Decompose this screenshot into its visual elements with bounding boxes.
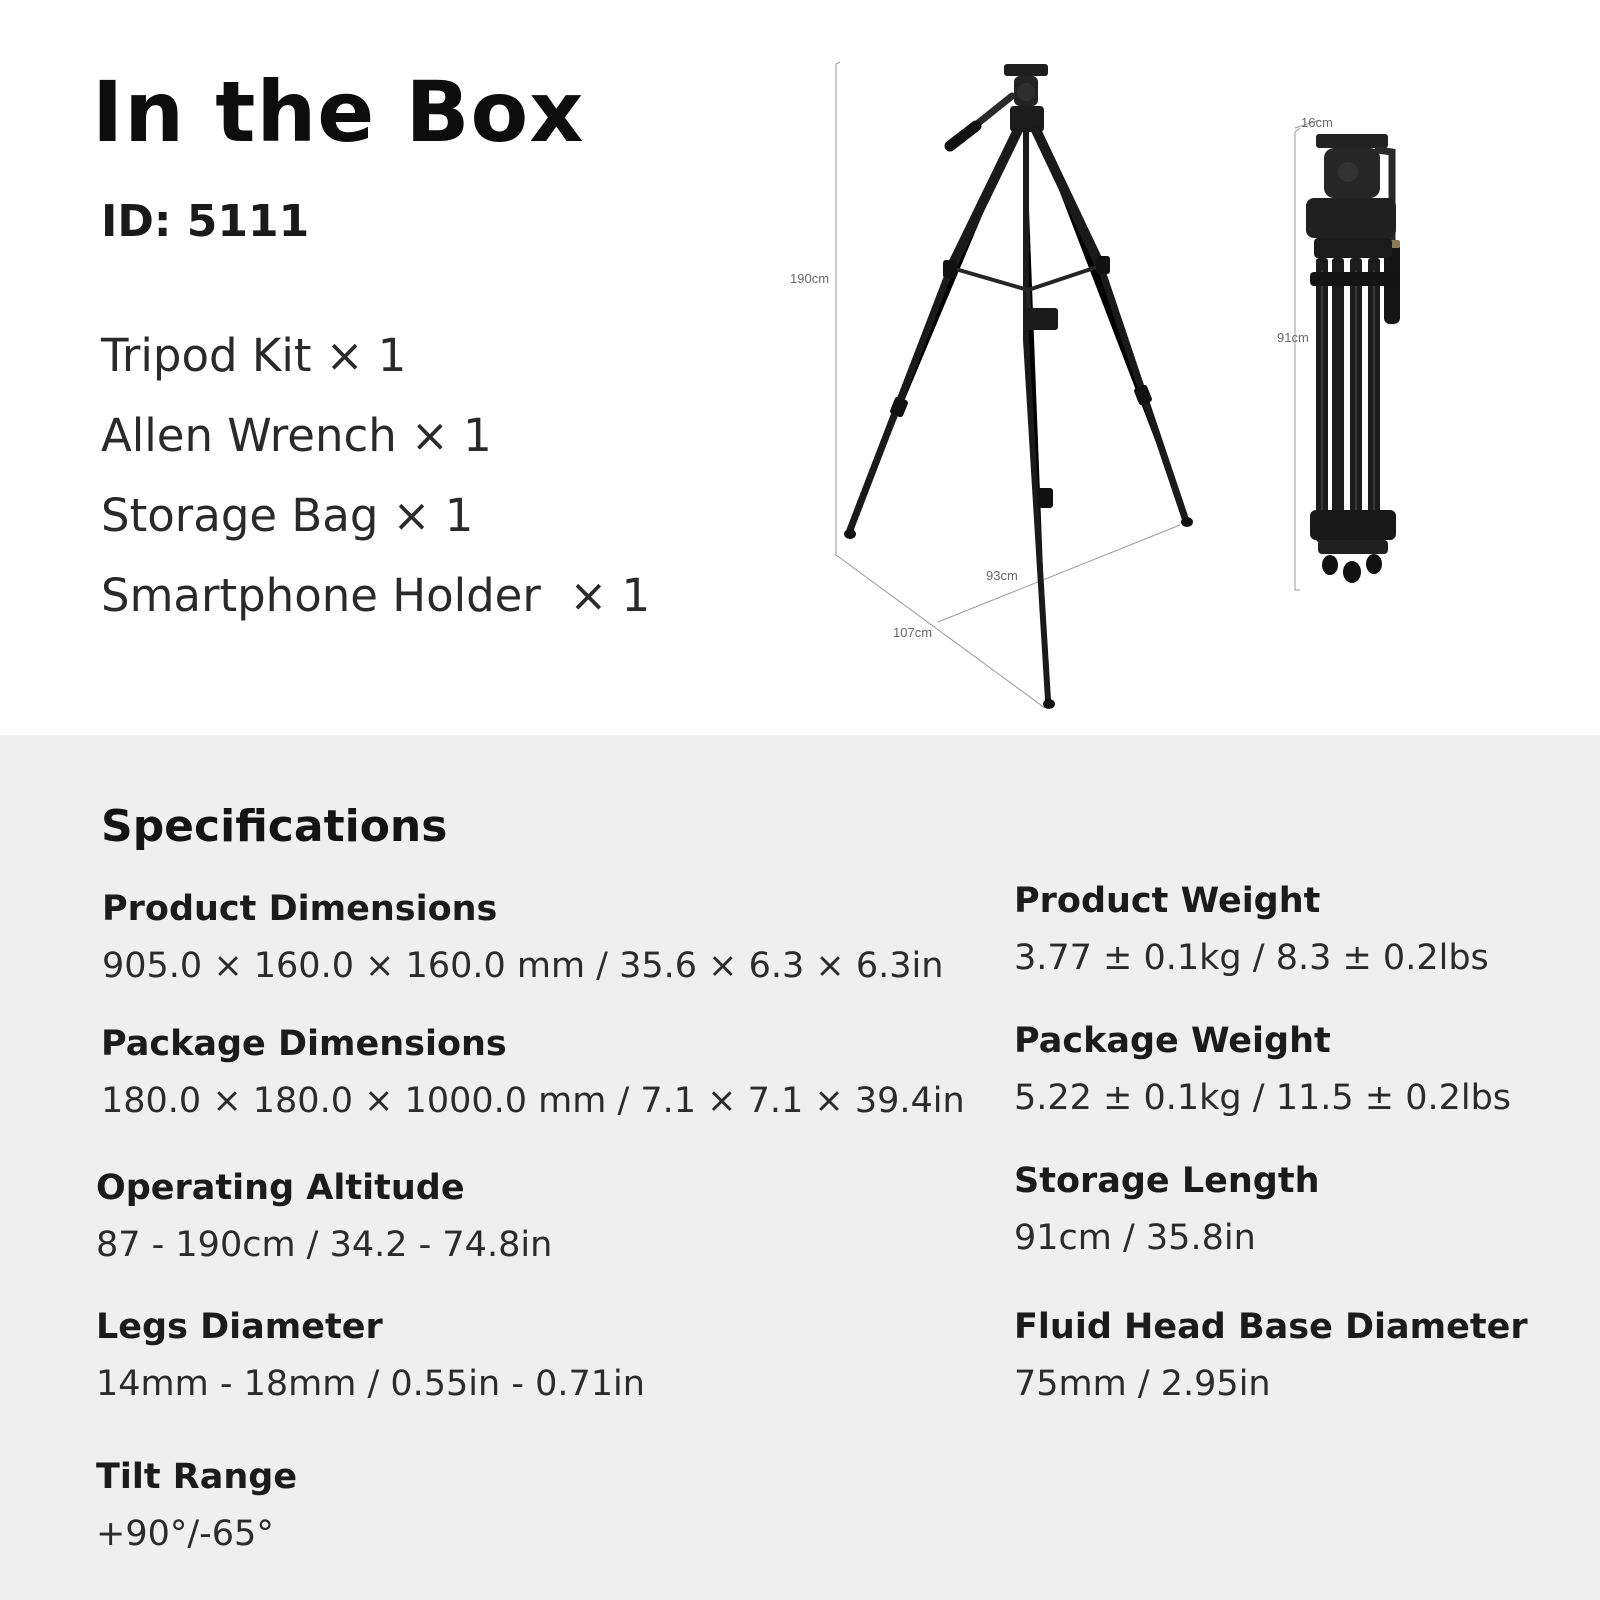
tripod-unfolded-icon	[844, 64, 1193, 709]
dimension-folded-length-label: 91cm	[1277, 330, 1309, 345]
list-item: Storage Bag × 1	[101, 489, 474, 542]
spec-operating-altitude	[96, 1168, 553, 1265]
spec-label: Operating Altitude	[96, 1168, 465, 1208]
spec-label: Fluid Head Base Diameter	[1014, 1307, 1528, 1347]
spec-package-dimensions	[101, 1024, 965, 1121]
spec-label: Storage Length	[1014, 1161, 1320, 1201]
spec-value: 5.22 ± 0.1kg / 11.5 ± 0.2lbs	[1014, 1078, 1512, 1118]
spec-label: Product Weight	[1014, 881, 1321, 921]
spec-value: 3.77 ± 0.1kg / 8.3 ± 0.2lbs	[1014, 938, 1489, 978]
dimension-width-a-label: 93cm	[986, 568, 1018, 583]
spec-value: +90°/-65°	[96, 1514, 274, 1554]
tripod-illustration	[780, 40, 1560, 740]
spec-legs-diameter	[96, 1307, 645, 1404]
list-item: Allen Wrench × 1	[101, 409, 492, 462]
dimension-width-b-label: 107cm	[893, 625, 933, 640]
spec-label: Package Weight	[1014, 1021, 1331, 1061]
spec-package-weight	[1014, 1021, 1512, 1118]
spec-tilt-range	[96, 1457, 298, 1554]
spec-product-weight	[1014, 881, 1489, 978]
spec-value: 905.0 × 160.0 × 160.0 mm / 35.6 × 6.3 × 6.3in	[102, 946, 944, 986]
spec-product-dimensions	[102, 889, 944, 986]
spec-label: Product Dimensions	[102, 889, 498, 929]
dimension-folded-width-label: 16cm	[1301, 115, 1333, 130]
spec-value: 75mm / 2.95in	[1014, 1364, 1271, 1404]
in-the-box-list	[101, 316, 650, 636]
list-item: Tripod Kit × 1	[101, 329, 407, 382]
dimension-height-label: 190cm	[790, 271, 830, 286]
specifications-title: Specifications	[101, 801, 448, 852]
list-item: Smartphone Holder × 1	[101, 569, 651, 622]
spec-value: 180.0 × 180.0 × 1000.0 mm / 7.1 × 7.1 × 39.4in	[101, 1081, 965, 1121]
spec-storage-length	[1014, 1161, 1320, 1258]
spec-value: 87 - 190cm / 34.2 - 74.8in	[96, 1225, 553, 1265]
spec-value: 91cm / 35.8in	[1014, 1218, 1256, 1258]
in-the-box-title: In the Box	[92, 63, 585, 161]
product-id: ID: 5111	[101, 196, 310, 247]
spec-label: Package Dimensions	[101, 1024, 507, 1064]
spec-label: Tilt Range	[96, 1457, 298, 1497]
spec-fluid-head-base-diameter	[1014, 1307, 1528, 1404]
spec-value: 14mm - 18mm / 0.55in - 0.71in	[96, 1364, 645, 1404]
tripod-folded-icon	[1306, 134, 1400, 583]
spec-label: Legs Diameter	[96, 1307, 383, 1347]
